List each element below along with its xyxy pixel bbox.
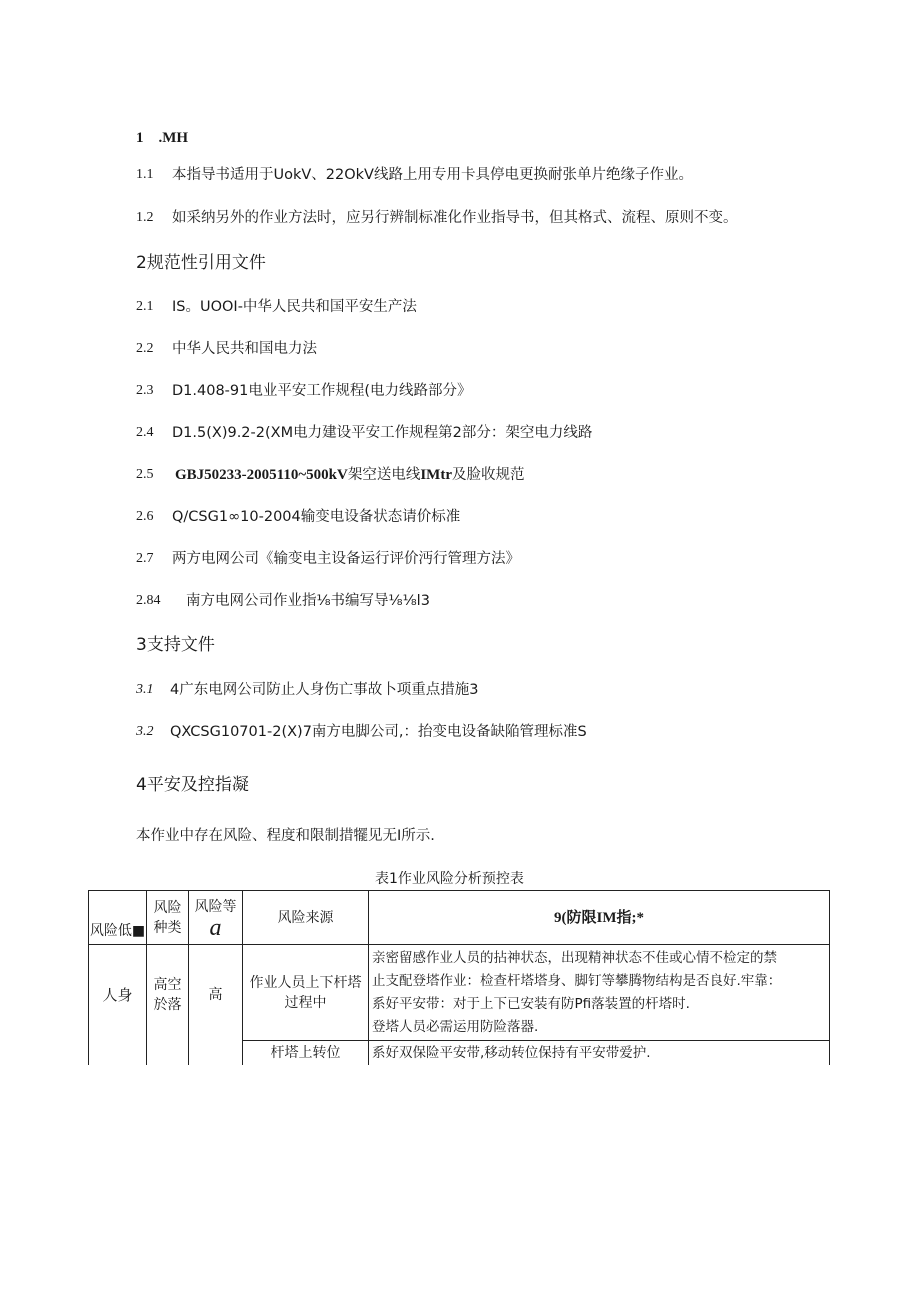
ref-2-5-tail: 及脸收规范 <box>451 467 525 483</box>
table-header-row <box>89 891 830 945</box>
ref-2-2-number: 2.2 <box>136 341 154 356</box>
clause-1-1-number: 1.1 <box>136 167 154 182</box>
support-3-2-text: QXCSG10701-2(X)7南方电脚公司,：抬变电设备缺陥管理标准S <box>170 724 587 740</box>
ref-2-8-text: 南方电网公司作业指⅛书编写导⅛⅛l3 <box>186 593 430 609</box>
header-risk-level-line1: 风险等 <box>194 898 237 915</box>
cell-row1-source <box>243 945 369 1041</box>
cell-risk-type-line1: 高空 <box>153 977 182 993</box>
support-3-2-number: 3.2 <box>136 724 154 739</box>
section-4-heading: 4平安及控指凝 <box>136 775 249 795</box>
cell-row1-measure-line3: 系好平安带：对于上下已安装有防Pfi落装置的杆塔时. <box>372 995 690 1012</box>
ref-2-5-number: 2.5 <box>136 467 154 482</box>
header-risk-type-line1: 风险 <box>153 899 182 916</box>
ref-2-6-number: 2.6 <box>136 509 154 524</box>
header-control-measures: 9(防限IM指;* <box>369 891 830 945</box>
cell-risk-type-line2: 於落 <box>153 997 182 1013</box>
header-risk-type <box>147 891 189 945</box>
ref-2-3-number: 2.3 <box>136 383 154 398</box>
ref-2-1-text: IS。UOOI-中华人民共和国平安生产法 <box>172 299 417 315</box>
ref-2-7-text: 两方电网公司《输变电主设备运行评价沔行管理方法》 <box>172 551 520 567</box>
header-risk-level <box>189 891 243 945</box>
support-3-1-number: 3.1 <box>136 682 154 697</box>
ref-2-3-text: D1.408-91电业平安工作规程(电力线路部分》 <box>172 383 472 399</box>
clause-1-1-text: 本指导书适用于UokV、22OkV线路上用专用卡具停电更换耐张单片绝缘子作业。 <box>172 167 693 183</box>
cell-risk-level: 高 <box>189 945 243 1065</box>
table-caption: 表1作业风险分析预控表 <box>375 871 524 887</box>
section-1-heading: 1 .MH <box>136 130 189 146</box>
cell-row1-source-line1: 作业人员上下杆塔 <box>249 974 362 991</box>
section-4-intro: 本作业中存在风险、程度和限制措犤见无I所示. <box>136 828 435 844</box>
cell-risk-type <box>147 945 189 1065</box>
ref-2-1-number: 2.1 <box>136 299 154 314</box>
ref-2-6-text: Q/CSG1∞10-2004输变电设备状态请价标准 <box>172 509 461 525</box>
ref-2-5-text <box>175 465 524 485</box>
cell-row2-measure: 系好双保险平安带,移动转位保持有平安带爱护. <box>369 1041 830 1065</box>
header-risk-level-line2: a <box>209 914 222 941</box>
ref-2-5-code: GBJ50233-2005110~500kV <box>175 467 348 483</box>
clause-1-2-number: 1.2 <box>136 210 154 225</box>
header-risk-category: 风险低■ <box>89 891 147 945</box>
ref-2-2-text: 中华人民共和国电力法 <box>172 341 317 357</box>
support-3-1-text: 4广东电网公司防止人身伤亡事故卜项重点措施3 <box>170 682 479 698</box>
cell-row2-source: 杆塔上转位 <box>243 1041 369 1065</box>
cell-row1-measures <box>369 945 830 1041</box>
cell-row1-measure-line2: 止支配登塔作业：检查杆塔塔身、脚钉等攀腾物结构是否良好.牢靠： <box>372 972 782 989</box>
cell-row1-measure-line1: 亲密留感作业人员的拈神状态，出现精神状态不佳或心情不检定的禁 <box>372 949 777 966</box>
ref-2-7-number: 2.7 <box>136 551 154 566</box>
clause-1-2-text: 如采纳另外的作业方法时，应另行辨制标准化作业指导书，但其格式、流程、原则不变。 <box>172 210 738 226</box>
ref-2-5-bold-fragment: IMtr <box>420 467 452 483</box>
risk-analysis-table <box>88 890 830 1065</box>
cell-row1-measure-line4: 登塔人员必需运用防险落器. <box>372 1018 539 1035</box>
ref-2-4-text: D1.5(X)9.2-2(XM电力建设平安工作规程第2部分：架空电力线路 <box>172 425 593 441</box>
ref-2-5-middle: 架空送电线 <box>347 467 421 483</box>
cell-row1-source-line2: 过程中 <box>284 994 327 1011</box>
section-2-heading: 2规范性引用文件 <box>136 253 266 273</box>
section-3-heading: 3支持文件 <box>136 635 215 655</box>
cell-risk-category: 人身 <box>89 945 147 1065</box>
ref-2-4-number: 2.4 <box>136 425 154 440</box>
header-risk-source: 风险来源 <box>243 891 369 945</box>
ref-2-8-number: 2.84 <box>136 593 161 608</box>
header-risk-type-line2: 种类 <box>153 919 182 936</box>
table-row-1 <box>89 945 830 1041</box>
